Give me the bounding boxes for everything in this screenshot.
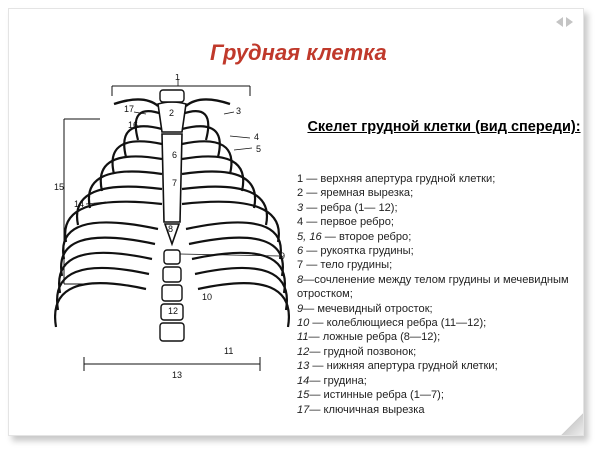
diagram-label-3: 3 [236, 106, 242, 116]
legend-number: 17 [297, 403, 310, 416]
legend-item [297, 330, 587, 344]
legend-item [297, 273, 587, 302]
legend-text: — грудина; [309, 374, 367, 387]
legend-item [297, 186, 587, 200]
legend-number: 2 [297, 187, 304, 200]
legend-item [297, 374, 587, 388]
prev-slide-arrow-icon[interactable] [556, 17, 563, 27]
legend-number: 12 [297, 345, 310, 358]
legend-text: — ложные ребра (8—12); [308, 331, 441, 344]
legend-number: 5, 16 [297, 230, 322, 243]
rib [55, 283, 146, 327]
rib [198, 283, 289, 327]
diagram-caption: Скелет грудной клетки (вид спереди): [307, 119, 581, 135]
diagram-label-2: 2 [169, 108, 175, 118]
legend-number: 14 [297, 374, 310, 387]
diagram-label-9: 9 [280, 251, 286, 261]
legend-item [297, 172, 587, 186]
legend-item [297, 403, 587, 417]
diagram-label-7: 7 [172, 178, 178, 188]
rib-cage-diagram [54, 74, 290, 386]
legend-number: 9 [297, 302, 304, 315]
legend-item [297, 316, 587, 330]
legend-number: 13 [297, 360, 310, 373]
legend-text: — ключичная вырезка [309, 403, 425, 416]
legend-item [297, 230, 587, 244]
legend-text: — истинные ребра (1—7); [309, 389, 444, 402]
slide-title: Грудная клетка [210, 40, 387, 65]
legend-text: —сочленение между телом грудины и мечевидным отростком; [297, 273, 569, 301]
diagram-label-5: 5 [256, 144, 262, 154]
diagram-label-10: 10 [202, 292, 213, 302]
diagram-label-4: 4 [254, 132, 260, 142]
diagram-label-15: 15 [54, 182, 65, 192]
legend-text: — мечевидный отросток; [303, 302, 433, 315]
legend-text: — нижняя апертура грудной клетки; [309, 360, 498, 373]
legend-number: 6 [297, 245, 304, 258]
legend-number: 3 [297, 201, 304, 214]
diagram-label-13: 13 [172, 370, 183, 380]
legend-number: 1 [297, 173, 304, 185]
diagram-label-1: 1 [175, 74, 181, 82]
legend-item [297, 258, 587, 272]
legend-item [297, 359, 587, 373]
legend-item [297, 345, 587, 359]
legend-text: — рукоятка грудины; [303, 245, 414, 258]
next-slide-arrow-icon[interactable] [566, 17, 573, 27]
legend-number: 8 [297, 273, 304, 286]
diagram-label-11: 11 [224, 346, 234, 356]
legend-list [297, 172, 587, 417]
legend-item [297, 201, 587, 215]
legend-text: — первое ребро; [303, 216, 394, 229]
legend-text: — тело грудины; [303, 259, 393, 272]
legend-item [297, 244, 587, 258]
diagram-label-6: 6 [172, 150, 178, 160]
diagram-label-17: 17 [124, 104, 135, 114]
legend-text: — колеблющиеся ребра (11—12); [309, 317, 487, 330]
legend-text: — верхняя апертура грудной клетки; [303, 173, 496, 185]
legend-number: 4 [297, 216, 304, 229]
diagram-label-14: 14 [74, 199, 85, 209]
legend-text: — второе ребро; [321, 230, 412, 243]
legend-text: — ребра (1— 12); [303, 201, 398, 214]
legend-number: 15 [297, 389, 310, 402]
legend-number: 7 [297, 259, 304, 272]
diagram-label-16: 16 [128, 120, 139, 130]
legend-text: — яремная вырезка; [303, 187, 414, 200]
legend-item [297, 215, 587, 229]
diagram-label-8: 8 [168, 224, 174, 234]
diagram-label-12: 12 [168, 306, 179, 316]
legend-number: 11 [297, 331, 309, 344]
legend-item [297, 388, 587, 402]
legend-text: — грудной позвонок; [309, 345, 417, 358]
legend-number: 10 [297, 317, 310, 330]
legend-item [297, 302, 587, 316]
